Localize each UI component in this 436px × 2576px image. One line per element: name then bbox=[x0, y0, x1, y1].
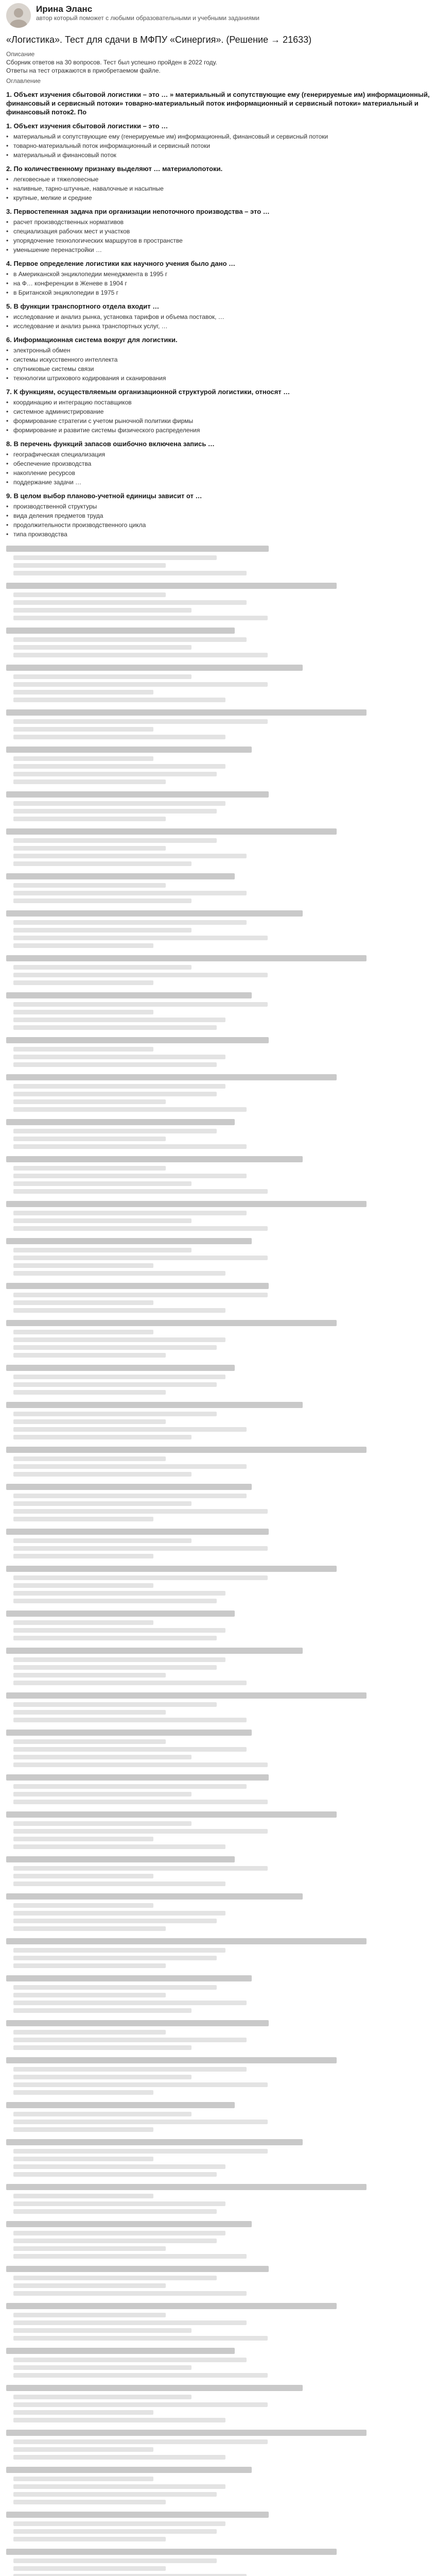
answer-option bbox=[6, 279, 430, 287]
answer-option bbox=[6, 521, 430, 529]
answer-text: исследование и анализ рынка транспортных услуг, … bbox=[13, 323, 168, 330]
question-placeholder bbox=[6, 1365, 430, 1395]
bullet-icon: • bbox=[6, 313, 9, 320]
question-placeholder bbox=[6, 2020, 430, 2050]
answer-text: наливные, тарно-штучные, навалочные и насыпные bbox=[13, 185, 164, 192]
question-text: 1. Объект изучения сбытовой логистики – это … » материальный и сопутствующие ему (генерируемые им) информационный, финансовый и сервисный потоки» товарно-материальный поток информационный и сервисный потоки» материальный и финансовый поток2. По bbox=[6, 91, 430, 116]
bullet-icon: • bbox=[6, 427, 9, 434]
bullet-icon: • bbox=[6, 142, 9, 149]
bullet-icon: • bbox=[6, 185, 9, 192]
question-placeholder bbox=[6, 2057, 430, 2095]
answer-option bbox=[6, 289, 430, 297]
answer-text: формирование и развитие системы физического распределения bbox=[13, 427, 200, 434]
answer-option bbox=[6, 512, 430, 520]
question-block bbox=[6, 302, 430, 330]
purchase-note: Ответы на тест отражаются в приобретаемом файле. bbox=[6, 67, 161, 74]
answer-text: поддержание задачи … bbox=[13, 479, 82, 486]
bullet-icon: • bbox=[6, 323, 9, 330]
answer-option bbox=[6, 355, 430, 364]
answer-option bbox=[6, 151, 430, 159]
question-placeholder bbox=[6, 955, 430, 985]
document-title: «Логистика». Тест для сдачи в МФПУ «Синергия». (Решение → 21633) bbox=[6, 35, 312, 45]
question-list bbox=[6, 90, 430, 538]
question-placeholder bbox=[6, 583, 430, 620]
bullet-icon: • bbox=[6, 347, 9, 354]
answer-option bbox=[6, 478, 430, 486]
question-block bbox=[6, 90, 430, 116]
author-info bbox=[36, 3, 259, 22]
question-placeholder bbox=[6, 1975, 430, 2013]
answer-text: упорядочение технологических маршрутов в пространстве bbox=[13, 237, 183, 244]
answer-text: координацию и интеграцию поставщиков bbox=[13, 399, 132, 406]
question-block bbox=[6, 387, 430, 434]
bullet-icon: • bbox=[6, 479, 9, 486]
answer-option bbox=[6, 270, 430, 278]
question-placeholder bbox=[6, 1893, 430, 1931]
answer-text: в Британской энциклопедии в 1975 г bbox=[13, 289, 119, 296]
question-placeholder bbox=[6, 2221, 430, 2259]
answer-option bbox=[6, 322, 430, 330]
bullet-icon: • bbox=[6, 503, 9, 510]
answer-text: специализация рабочих мест и участков bbox=[13, 228, 130, 235]
answer-text: материальный и сопутствующие ему (генерируемые им) информационный, финансовый и сервисный потоки bbox=[13, 133, 328, 140]
question-placeholder bbox=[6, 1156, 430, 1194]
question-placeholder bbox=[6, 2467, 430, 2504]
question-block bbox=[6, 164, 430, 202]
answer-text: на Ф… конференции в Женеве в 1904 г bbox=[13, 280, 127, 287]
answer-option bbox=[6, 408, 430, 416]
bullet-icon: • bbox=[6, 460, 9, 467]
question-block bbox=[6, 335, 430, 382]
bullet-icon: • bbox=[6, 280, 9, 287]
answer-option bbox=[6, 236, 430, 245]
answer-text: легковесные и тяжеловесные bbox=[13, 176, 99, 183]
question-text: 5. В функции транспортного отдела входит … bbox=[6, 302, 160, 310]
answer-text: типа производства bbox=[13, 531, 67, 538]
question-block bbox=[6, 207, 430, 254]
answer-text: уменьшение перенастройки … bbox=[13, 246, 102, 253]
question-text: 9. В целом выбор планово-учетной единицы зависит от … bbox=[6, 492, 202, 500]
bullet-icon: • bbox=[6, 375, 9, 382]
bullet-icon: • bbox=[6, 408, 9, 415]
author-block bbox=[6, 3, 430, 28]
bullet-icon: • bbox=[6, 451, 9, 458]
answer-option bbox=[6, 426, 430, 434]
question-placeholder bbox=[6, 2184, 430, 2214]
answer-text: системное администрирование bbox=[13, 408, 104, 415]
question-placeholder bbox=[6, 1938, 430, 1968]
avatar[interactable] bbox=[6, 3, 31, 28]
author-description: автор который поможет с любыми образовательными и учебными заданиями bbox=[36, 14, 259, 22]
answer-text: технологии штрихового кодирования и сканирования bbox=[13, 375, 166, 382]
question-placeholder bbox=[6, 1484, 430, 1521]
answer-option bbox=[6, 194, 430, 202]
question-block bbox=[6, 492, 430, 538]
question-placeholder bbox=[6, 2266, 430, 2296]
bullet-icon: • bbox=[6, 151, 9, 159]
question-placeholder bbox=[6, 910, 430, 948]
question-placeholder bbox=[6, 828, 430, 866]
question-placeholder bbox=[6, 1238, 430, 1276]
bullet-icon: • bbox=[6, 246, 9, 253]
question-placeholder bbox=[6, 1402, 430, 1439]
answer-text: географическая специализация bbox=[13, 451, 106, 458]
bullet-icon: • bbox=[6, 237, 9, 244]
question-placeholder bbox=[6, 992, 430, 1030]
answer-option bbox=[6, 184, 430, 193]
question-placeholder bbox=[6, 1774, 430, 1804]
question-text: 8. В перечень функций запасов ошибочно включена запись … bbox=[6, 440, 215, 448]
answer-text: формирование стратегии с учетом рыночной политики фирмы bbox=[13, 417, 194, 425]
bullet-icon: • bbox=[6, 521, 9, 529]
description-text: Сборник ответов на 30 вопросов. Тест был успешно пройден в 2022 году. bbox=[6, 59, 217, 66]
question-placeholder bbox=[6, 791, 430, 821]
answer-option bbox=[6, 132, 430, 141]
bullet-icon: • bbox=[6, 228, 9, 235]
question-text: 1. Объект изучения сбытовой логистики – это … bbox=[6, 122, 168, 130]
question-placeholder bbox=[6, 2430, 430, 2460]
bullet-icon: • bbox=[6, 218, 9, 226]
answer-option bbox=[6, 450, 430, 459]
answer-option bbox=[6, 227, 430, 235]
answer-option bbox=[6, 365, 430, 373]
question-placeholder bbox=[6, 2385, 430, 2422]
question-placeholder bbox=[6, 2348, 430, 2378]
answer-option bbox=[6, 374, 430, 382]
answer-text: спутниковые системы связи bbox=[13, 365, 94, 372]
bullet-icon: • bbox=[6, 270, 9, 278]
question-placeholder bbox=[6, 1648, 430, 1685]
question-placeholder bbox=[6, 2102, 430, 2132]
question-placeholder bbox=[6, 709, 430, 739]
answer-option bbox=[6, 246, 430, 254]
answer-text: исследование и анализ рынка, установка тарифов и объема поставок, … bbox=[13, 313, 224, 320]
question-placeholder bbox=[6, 1283, 430, 1313]
answer-option bbox=[6, 460, 430, 468]
question-text: 7. К функциям, осуществляемым организационной структурой логистики, относят … bbox=[6, 388, 290, 396]
answer-text: накопление ресурсов bbox=[13, 469, 75, 477]
answer-text: в Американской энциклопедии менеджмента в 1995 г bbox=[13, 270, 168, 278]
bullet-icon: • bbox=[6, 365, 9, 372]
answer-option bbox=[6, 142, 430, 150]
question-placeholder bbox=[6, 546, 430, 575]
question-placeholder bbox=[6, 747, 430, 784]
question-placeholder bbox=[6, 1566, 430, 1603]
answer-option bbox=[6, 417, 430, 425]
bullet-icon: • bbox=[6, 399, 9, 406]
question-placeholder bbox=[6, 1447, 430, 1477]
question-placeholder bbox=[6, 1320, 430, 1358]
answer-option bbox=[6, 175, 430, 183]
question-placeholder bbox=[6, 1811, 430, 1849]
answer-text: производственной структуры bbox=[13, 503, 97, 510]
answer-option bbox=[6, 502, 430, 511]
question-placeholder bbox=[6, 1529, 430, 1558]
question-text: 2. По количественному признаку выделяют … материалопотоки. bbox=[6, 165, 223, 173]
bullet-icon: • bbox=[6, 356, 9, 363]
question-placeholder bbox=[6, 1119, 430, 1149]
question-placeholder bbox=[6, 1856, 430, 1886]
bullet-icon: • bbox=[6, 531, 9, 538]
bullet-icon: • bbox=[6, 133, 9, 140]
answer-text: системы искусственного интеллекта bbox=[13, 356, 118, 363]
question-placeholder bbox=[6, 1201, 430, 1231]
description-label: Описание bbox=[6, 50, 35, 58]
question-placeholder bbox=[6, 2512, 430, 2541]
answer-text: вида деления предметов труда bbox=[13, 512, 103, 519]
bullet-icon: • bbox=[6, 512, 9, 519]
answer-text: электронный обмен bbox=[13, 347, 71, 354]
question-placeholder bbox=[6, 1037, 430, 1067]
question-block bbox=[6, 259, 430, 297]
question-text: 3. Первостепенная задача при организации непоточного производства – это … bbox=[6, 208, 270, 215]
question-placeholder bbox=[6, 1074, 430, 1112]
bullet-icon: • bbox=[6, 176, 9, 183]
question-placeholder bbox=[6, 665, 430, 702]
question-block bbox=[6, 439, 430, 486]
question-placeholder bbox=[6, 628, 430, 657]
answer-text: расчет производственных нормативов bbox=[13, 218, 124, 226]
question-placeholder bbox=[6, 873, 430, 903]
contents-label: Оглавление bbox=[6, 77, 41, 84]
answer-option bbox=[6, 398, 430, 406]
question-text: 4. Первое определение логистики как научного учения было дано … bbox=[6, 260, 236, 267]
answer-option bbox=[6, 346, 430, 354]
answer-option bbox=[6, 313, 430, 321]
answer-text: крупные, мелкие и средние bbox=[13, 194, 92, 201]
question-placeholder bbox=[6, 2549, 430, 2576]
answer-option bbox=[6, 530, 430, 538]
answer-text: обеспечение производства bbox=[13, 460, 92, 467]
answer-option bbox=[6, 218, 430, 226]
user-silhouette-icon bbox=[6, 3, 31, 28]
author-name[interactable]: Ирина Эланс bbox=[36, 4, 93, 14]
bullet-icon: • bbox=[6, 194, 9, 201]
bullet-icon: • bbox=[6, 289, 9, 296]
question-text: 6. Информационная система вокруг для логистики. bbox=[6, 336, 178, 344]
question-placeholder bbox=[6, 2139, 430, 2177]
bullet-icon: • bbox=[6, 469, 9, 477]
answer-text: продолжительности производственного цикла bbox=[13, 521, 146, 529]
bullet-icon: • bbox=[6, 417, 9, 425]
question-placeholder bbox=[6, 1611, 430, 1640]
answer-text: материальный и финансовый поток bbox=[13, 151, 116, 159]
question-placeholder bbox=[6, 1730, 430, 1767]
answer-text: товарно-материальный поток информационный и сервисный потоки bbox=[13, 142, 211, 149]
answer-option bbox=[6, 469, 430, 477]
question-placeholder bbox=[6, 1692, 430, 1722]
unreadable-remainder bbox=[6, 546, 430, 2576]
question-block bbox=[6, 122, 430, 159]
question-placeholder bbox=[6, 2303, 430, 2341]
